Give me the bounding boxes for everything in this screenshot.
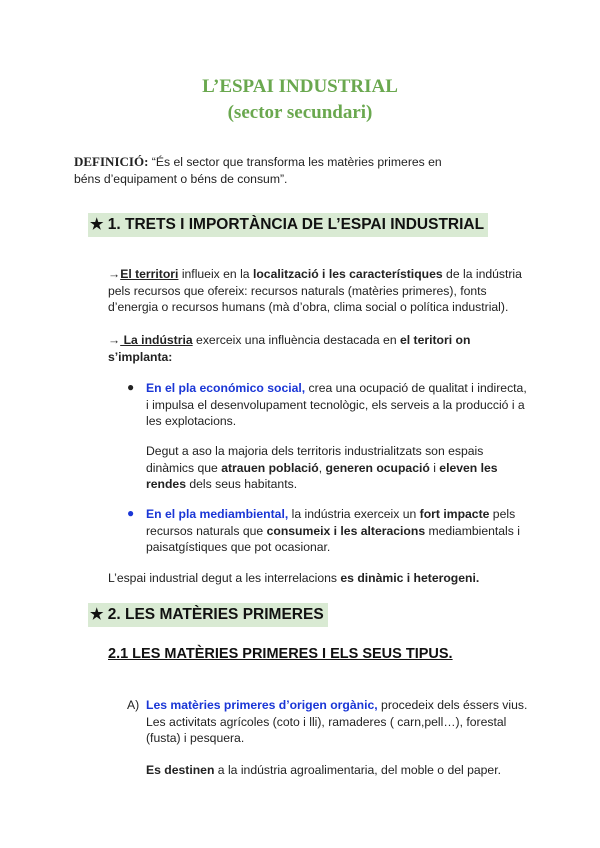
bullet-2-bold: fort impacte [419, 507, 490, 521]
definition-paragraph [74, 154, 442, 187]
item-a-marker: A) [127, 698, 140, 712]
item-a-destination [146, 762, 556, 779]
bullet-2-line-2: recursos naturals que [146, 523, 267, 538]
arrow-icon: → [108, 267, 121, 281]
bullet-1-label: En el pla económico social, [146, 381, 306, 395]
bullet-2-line-2-end: mediambientals i [425, 523, 520, 538]
bullet-1-p2-sep: , [318, 460, 326, 475]
bullet-1-line-2: i impulsa el desenvolupament tecnològic, els serveis a la producció i a [146, 397, 525, 412]
section-2-heading [88, 603, 328, 627]
territori-line-2: pels recursos que ofereix: recursos naturals (matèries primeres), fonts [108, 283, 487, 298]
star-icon: ★ [90, 216, 104, 233]
territori-term: El territori [120, 267, 179, 281]
bullet-1-p2-bold-4: rendes [146, 477, 186, 491]
bullet-1-p2-and: i [429, 460, 440, 475]
conclusion-text: L’espai industrial degut a les interrelacions [108, 571, 341, 585]
industria-line-2: s’implanta: [108, 349, 173, 364]
conclusion-paragraph [108, 570, 548, 587]
arrow-icon: → [108, 333, 121, 347]
section-1-heading-text: 1. TRETS I IMPORTÀNCIA DE L’ESPAI INDUSTRIAL [107, 216, 485, 233]
bullet-2-paragraph [146, 506, 546, 556]
bullet-icon: ● [127, 380, 135, 394]
page-title: L’ESPAI INDUSTRIAL [202, 76, 398, 97]
bullet-1-paragraph [146, 380, 546, 430]
territori-paragraph [108, 266, 528, 316]
bullet-1-p2-bold-3: eleven les [439, 460, 498, 475]
bullet-1-paragraph-2 [146, 443, 546, 493]
industria-text: exerceix una influència destacada en [192, 333, 400, 347]
territori-text: influeix en la [178, 267, 253, 281]
item-a-line-3: (fusta) i pesquera. [146, 731, 245, 745]
territori-text-2: de la indústria [442, 267, 522, 281]
territori-line-3: d’energia o recursos humans (mà d’obra, clima social o política industrial). [108, 300, 509, 314]
item-a-line-2: Les activitats agrícoles (coto i lli), ramaderes ( carn,pell…), forestal [146, 714, 507, 729]
item-a-bold: Es destinen [146, 763, 215, 777]
industria-term: La indústria [120, 333, 193, 347]
bullet-2-label: En el pla mediambiental, [146, 507, 289, 521]
bullet-1-line-3: les explotacions. [146, 414, 237, 428]
industria-paragraph [108, 332, 528, 365]
definition-text: “És el sector que transforma les matèries primeres en [148, 155, 442, 169]
bullet-2-line-3: paisatgístiques que pot ocasionar. [146, 540, 331, 554]
section-2-heading-text: 2. LES MATÈRIES PRIMERES [107, 606, 324, 623]
bullet-2-text: la indústria exerceix un [288, 507, 420, 521]
bullet-icon: ● [127, 506, 135, 520]
item-a-paragraph [146, 697, 556, 747]
item-a-text: procedeix dels éssers vius. [377, 698, 528, 712]
subsection-2-1-heading: 2.1 LES MATÈRIES PRIMERES I ELS SEUS TIPUS. [108, 646, 453, 662]
bullet-2-text-2: pels [489, 507, 516, 521]
bullet-1-text: crea una ocupació de qualitat i indirecta, [305, 381, 527, 395]
industria-bold: el teritori on [399, 333, 471, 347]
bullet-1-p2-bold-2: generen ocupació [325, 460, 430, 475]
page-subtitle: (sector secundari) [227, 102, 373, 123]
definition-text-2: béns d’equipament o béns de consum”. [74, 171, 288, 186]
bullet-2-bold-2: consumeix i les alteracions [266, 523, 426, 538]
star-icon: ★ [90, 606, 104, 623]
conclusion-bold: es dinàmic i heterogeni. [340, 571, 480, 585]
bullet-1-p2-line-1: Degut a aso la majoria dels territoris industrialitzats son espais [146, 444, 484, 458]
bullet-1-p2-text: dinàmics que [146, 460, 222, 475]
item-a-label: Les matèries primeres d’origen orgànic, [146, 698, 378, 712]
territori-bold: localització i les característiques [252, 267, 443, 281]
item-a-destination-text: a la indústria agroalimentaria, del moble o del paper. [214, 763, 501, 777]
definition-label: DEFINICIÓ: [74, 154, 149, 169]
section-1-heading [88, 213, 488, 237]
bullet-1-p2-end: dels seus habitants. [185, 477, 298, 491]
bullet-1-p2-bold-1: atrauen població [221, 460, 319, 475]
